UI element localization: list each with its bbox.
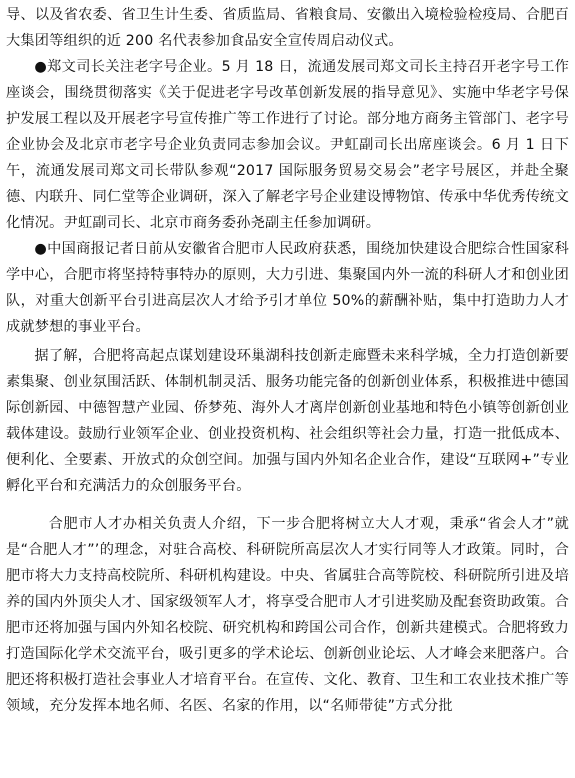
paragraph-intro-continuation: 导、以及省农委、省卫生计生委、省质监局、省粮食局、安徽出入境检验检疫局、合肥百大集团等组织的近 200 名代表参加食品安全宣传周启动仪式。 — [6, 7, 569, 49]
paragraph-hefei-talent-office: 合肥市人才办相关负责人介绍，下一步合肥将树立大人才观，秉承“省会人才”就是“合肥人才”’的理念，对驻合高校、科研院所高层次人才实行同等人才政策。同时，合肥市将大力支持高校院所、科研机构建设。中央、省属驻合高等院校、科研院所引进及培养的国内外顶尖人才、国家级领军人才，将享受合肥市人才引进奖励及配套资助政策。合肥市还将加强与国内外知名校院、研究机构和跨国公司合作，创新共建模式。合肥将致力打造国际化学术交流平台，吸引更多的学术论坛、创新创业论坛、人才峰会来肥落户。合肥还将积极打造社会事业人才培育平台。在宣传、文化、教育、卫生和工农业技术推广等领域，充分发挥本地名师、名医、名家的作用，以“名师带徒”方式分批 — [6, 516, 569, 714]
paragraph-hefei-innovation-corridor: 据了解，合肥将高起点谋划建设环巢湖科技创新走廊暨未来科学城，全力打造创新要素集聚、创业氛围活跃、体制机制灵活、服务功能完备的创新创业体系，积极推进中德国际创新园、中德智慧产业园、侨梦苑、海外人才离岸创新创业基地和特色小镇等创新创业载体建设。鼓励行业领军企业、创业投资机构、社会组织等社会力量，打造一批低成本、便利化、全要素、开放式的众创空间。加强与国内外知名企业合作，建设“互联网+”专业孵化平台和充满活力的众创服务平台。 — [6, 348, 569, 494]
paragraph-hefei-talent-news: ●中国商报记者日前从安徽省合肥市人民政府获悉，围绕加快建设合肥综合性国家科学中心，合肥市将坚持特事特办的原则，大力引进、集聚国内外一流的科研人才和创业团队，对重大创新平台引进高层次人才给予引才单位 50%的薪酬补贴，集中打造助力人才成就梦想的事业平台。 — [6, 241, 569, 335]
paragraph-zheng-wen-time-honored-brands: ●郑文司长关注老字号企业。5 月 18 日，流通发展司郑文司长主持召开老字号工作座谈会，围绕贯彻落实《关于促进老字号改革创新发展的指导意见》、实施中华老字号保护发展工程以及开展老字号宣传推广等工作进行了讨论。部分地方商务主管部门、老字号企业协会及北京市老字号企业负责同志参加会议。尹虹副司长出席座谈会。6 月 1 日下午，流通发展司郑文司长带队参观“2017 国际服务贸易交易会”老字号展区，并赴全聚德、内联升、同仁堂等企业调研，深入了解老字号企业建设博物馆、传承中华优秀传统文化情况。尹虹副司长、北京市商务委孙尧副主任参加调研。 — [6, 59, 569, 231]
